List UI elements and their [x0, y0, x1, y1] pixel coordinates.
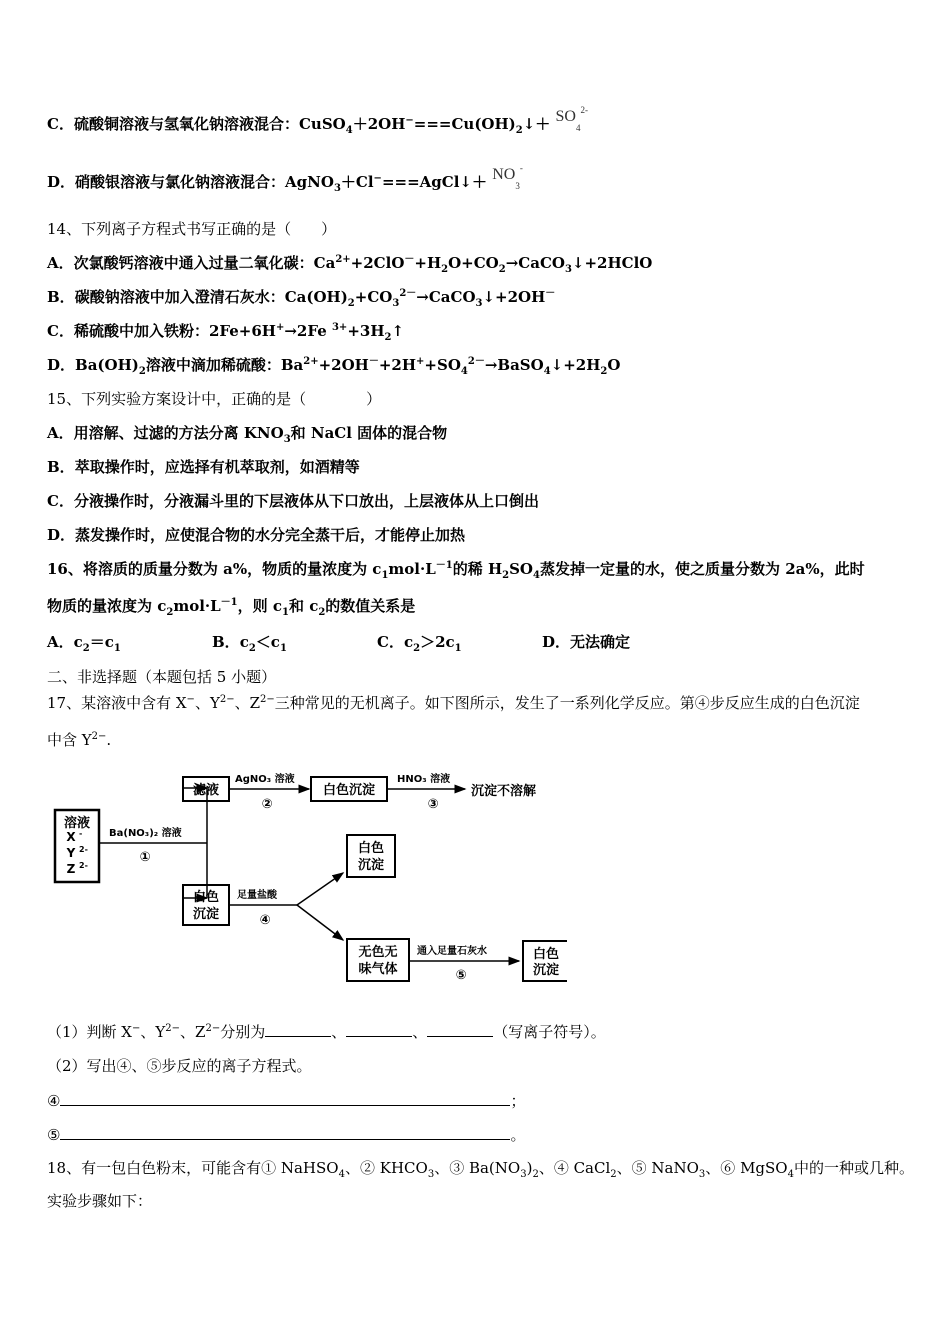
svg-text:沉淀: 沉淀: [357, 858, 385, 873]
svg-text:X: X: [66, 830, 76, 844]
svg-text:溶液: 溶液: [63, 816, 91, 831]
q14-option-a: A．次氯酸钙溶液中通入过量二氧化碳：$Ca^{2+}+2ClO^-+H_2O+CO_2\to CaCO_3↓+2HClO$: [47, 254, 653, 275]
q15-option-d: D．蒸发操作时，应使混合物的水分完全蒸干后，才能停止加热: [47, 526, 466, 544]
svg-text:2-: 2-: [79, 861, 88, 870]
q13-option-c: C．硫酸铜溶液与氢氧化钠溶液混合：$CuSO_4+2OH^-===Cu(OH)_2↓+ SO_4^{2-}$: [47, 105, 588, 136]
q15-option-a: A．用溶解、过滤的方法分离 $KNO_3$和 NaCl 固体的混合物: [47, 424, 448, 445]
q16-option-d: D．无法确定: [542, 633, 631, 651]
step5-reagent: 通入足量石灰水: [417, 946, 487, 957]
svg-text:味气体: 味气体: [358, 962, 398, 977]
step1-number: ①: [139, 850, 151, 865]
svg-text:白色: 白色: [357, 841, 385, 856]
step1-reagent: Ba(NO₃)₂ 溶液: [109, 828, 182, 839]
q15-option-b: B．萃取操作时，应选择有机萃取剂，如酒精等: [47, 458, 360, 476]
q17-answer-5: ⑤ 。: [47, 1126, 526, 1144]
q16-stem-line2: 物质的量浓度为 $c_2mol\cdot L^{-1}$，则 $c_1$和 $c_2$的数值关系是: [47, 597, 416, 618]
q17-stem-line1: 17、某溶液中含有 X−、$Y^{2-}$、$Z^{2-}$三种常见的无机离子。如下图所示，发生了一系列化学反应。第④步反应生成的白色沉淀: [47, 694, 860, 712]
svg-text:沉淀: 沉淀: [532, 963, 560, 978]
answer-blank-z[interactable]: [427, 1022, 493, 1037]
white-ppt-box-1: 白色沉淀: [322, 783, 376, 798]
q14-option-c: C．稀硫酸中加入铁粉：2Fe+6H+→2Fe $^{3+}+3H_2↑$: [47, 322, 405, 343]
answer-blank-x[interactable]: [265, 1022, 331, 1037]
svg-text:白色: 白色: [192, 890, 220, 905]
svg-text:③: ③: [427, 797, 439, 812]
svg-text:-: -: [79, 829, 83, 838]
q16-option-a: A．$c_2=c_1$: [47, 633, 121, 654]
ppt-undissolved: 沉淀不溶解: [471, 784, 537, 799]
reaction-flow-diagram: [47, 765, 567, 990]
q17-stem-line2: 中含 $Y^{2-}$.: [47, 731, 112, 749]
q16-option-c: C．$c_2>2c_1$: [377, 633, 462, 654]
q17-part1: （1）判断 X−、$Y^{2-}$、$Z^{2-}$分别为 、 、 （写离子符号）。: [47, 1023, 606, 1041]
section-2-heading: 二、非选择题（本题包括 5 小题）: [47, 668, 277, 686]
svg-text:④: ④: [259, 913, 271, 928]
q18-steps-heading: 实验步骤如下：: [47, 1192, 153, 1210]
q15-option-c: C．分液操作时，分液漏斗里的下层液体从下口放出，上层液体从上口倒出: [47, 492, 539, 510]
answer-line-5[interactable]: [60, 1125, 510, 1140]
svg-text:②: ②: [261, 797, 273, 812]
step3-reagent: HNO₃ 溶液: [397, 774, 451, 785]
filtrate-box: 滤液: [192, 783, 220, 798]
step4-reagent: 足量盐酸: [237, 890, 277, 901]
q14-stem: 14、下列离子方程式书写正确的是（ ）: [47, 220, 337, 238]
q17-answer-4: ④ ；: [47, 1092, 526, 1110]
q16-stem-line1: 16、将溶质的质量分数为 a%，物质的量浓度为 $c_1mol\cdot L^{-1}$的稀 $H_2SO_4$蒸发掉一定量的水，使之质量分数为 2a%，此时: [47, 560, 865, 581]
q18-stem: 18、有一包白色粉末，可能含有① NaHSO$_4$、② $KHCO_3$、③ $Ba(NO_3)_2$、④ CaCl$_2$、⑤ NaNO$_3$、⑥ MgSO$_4$中的一种或几种。: [47, 1159, 914, 1180]
svg-text:白色: 白色: [532, 947, 560, 962]
q16-option-b: B．$c_2<c_1$: [212, 633, 287, 654]
q14-option-b: B．碳酸钠溶液中加入澄清石灰水：$Ca(OH)_2+CO_3^{2-}\to CaCO_3↓+2OH^-$: [47, 288, 556, 309]
svg-text:沉淀: 沉淀: [192, 907, 220, 922]
svg-text:Y: Y: [66, 846, 76, 860]
q13-option-d: D．硝酸银溶液与氯化钠溶液混合：AgNO$_3$＋Cl−===AgCl↓＋ $NO_3^-$: [47, 163, 523, 194]
answer-line-4[interactable]: [60, 1091, 510, 1106]
q14-option-d: D．$Ba(OH)_2$溶液中滴加稀硫酸：$Ba^{2+}+2OH^-+2H^++SO_4^{2-}\to BaSO_4↓+2H_2O$: [47, 356, 621, 377]
svg-text:Z: Z: [66, 862, 76, 876]
svg-text:无色无: 无色无: [358, 945, 398, 960]
svg-text:⑤: ⑤: [455, 968, 467, 983]
step2-reagent: AgNO₃ 溶液: [235, 774, 295, 785]
q15-stem: 15、下列实验方案设计中，正确的是（ ）: [47, 390, 382, 408]
answer-blank-y[interactable]: [346, 1022, 412, 1037]
q17-part2: （2）写出④、⑤步反应的离子方程式。: [47, 1057, 312, 1075]
solution-box: [55, 810, 99, 882]
svg-text:2-: 2-: [79, 845, 88, 854]
